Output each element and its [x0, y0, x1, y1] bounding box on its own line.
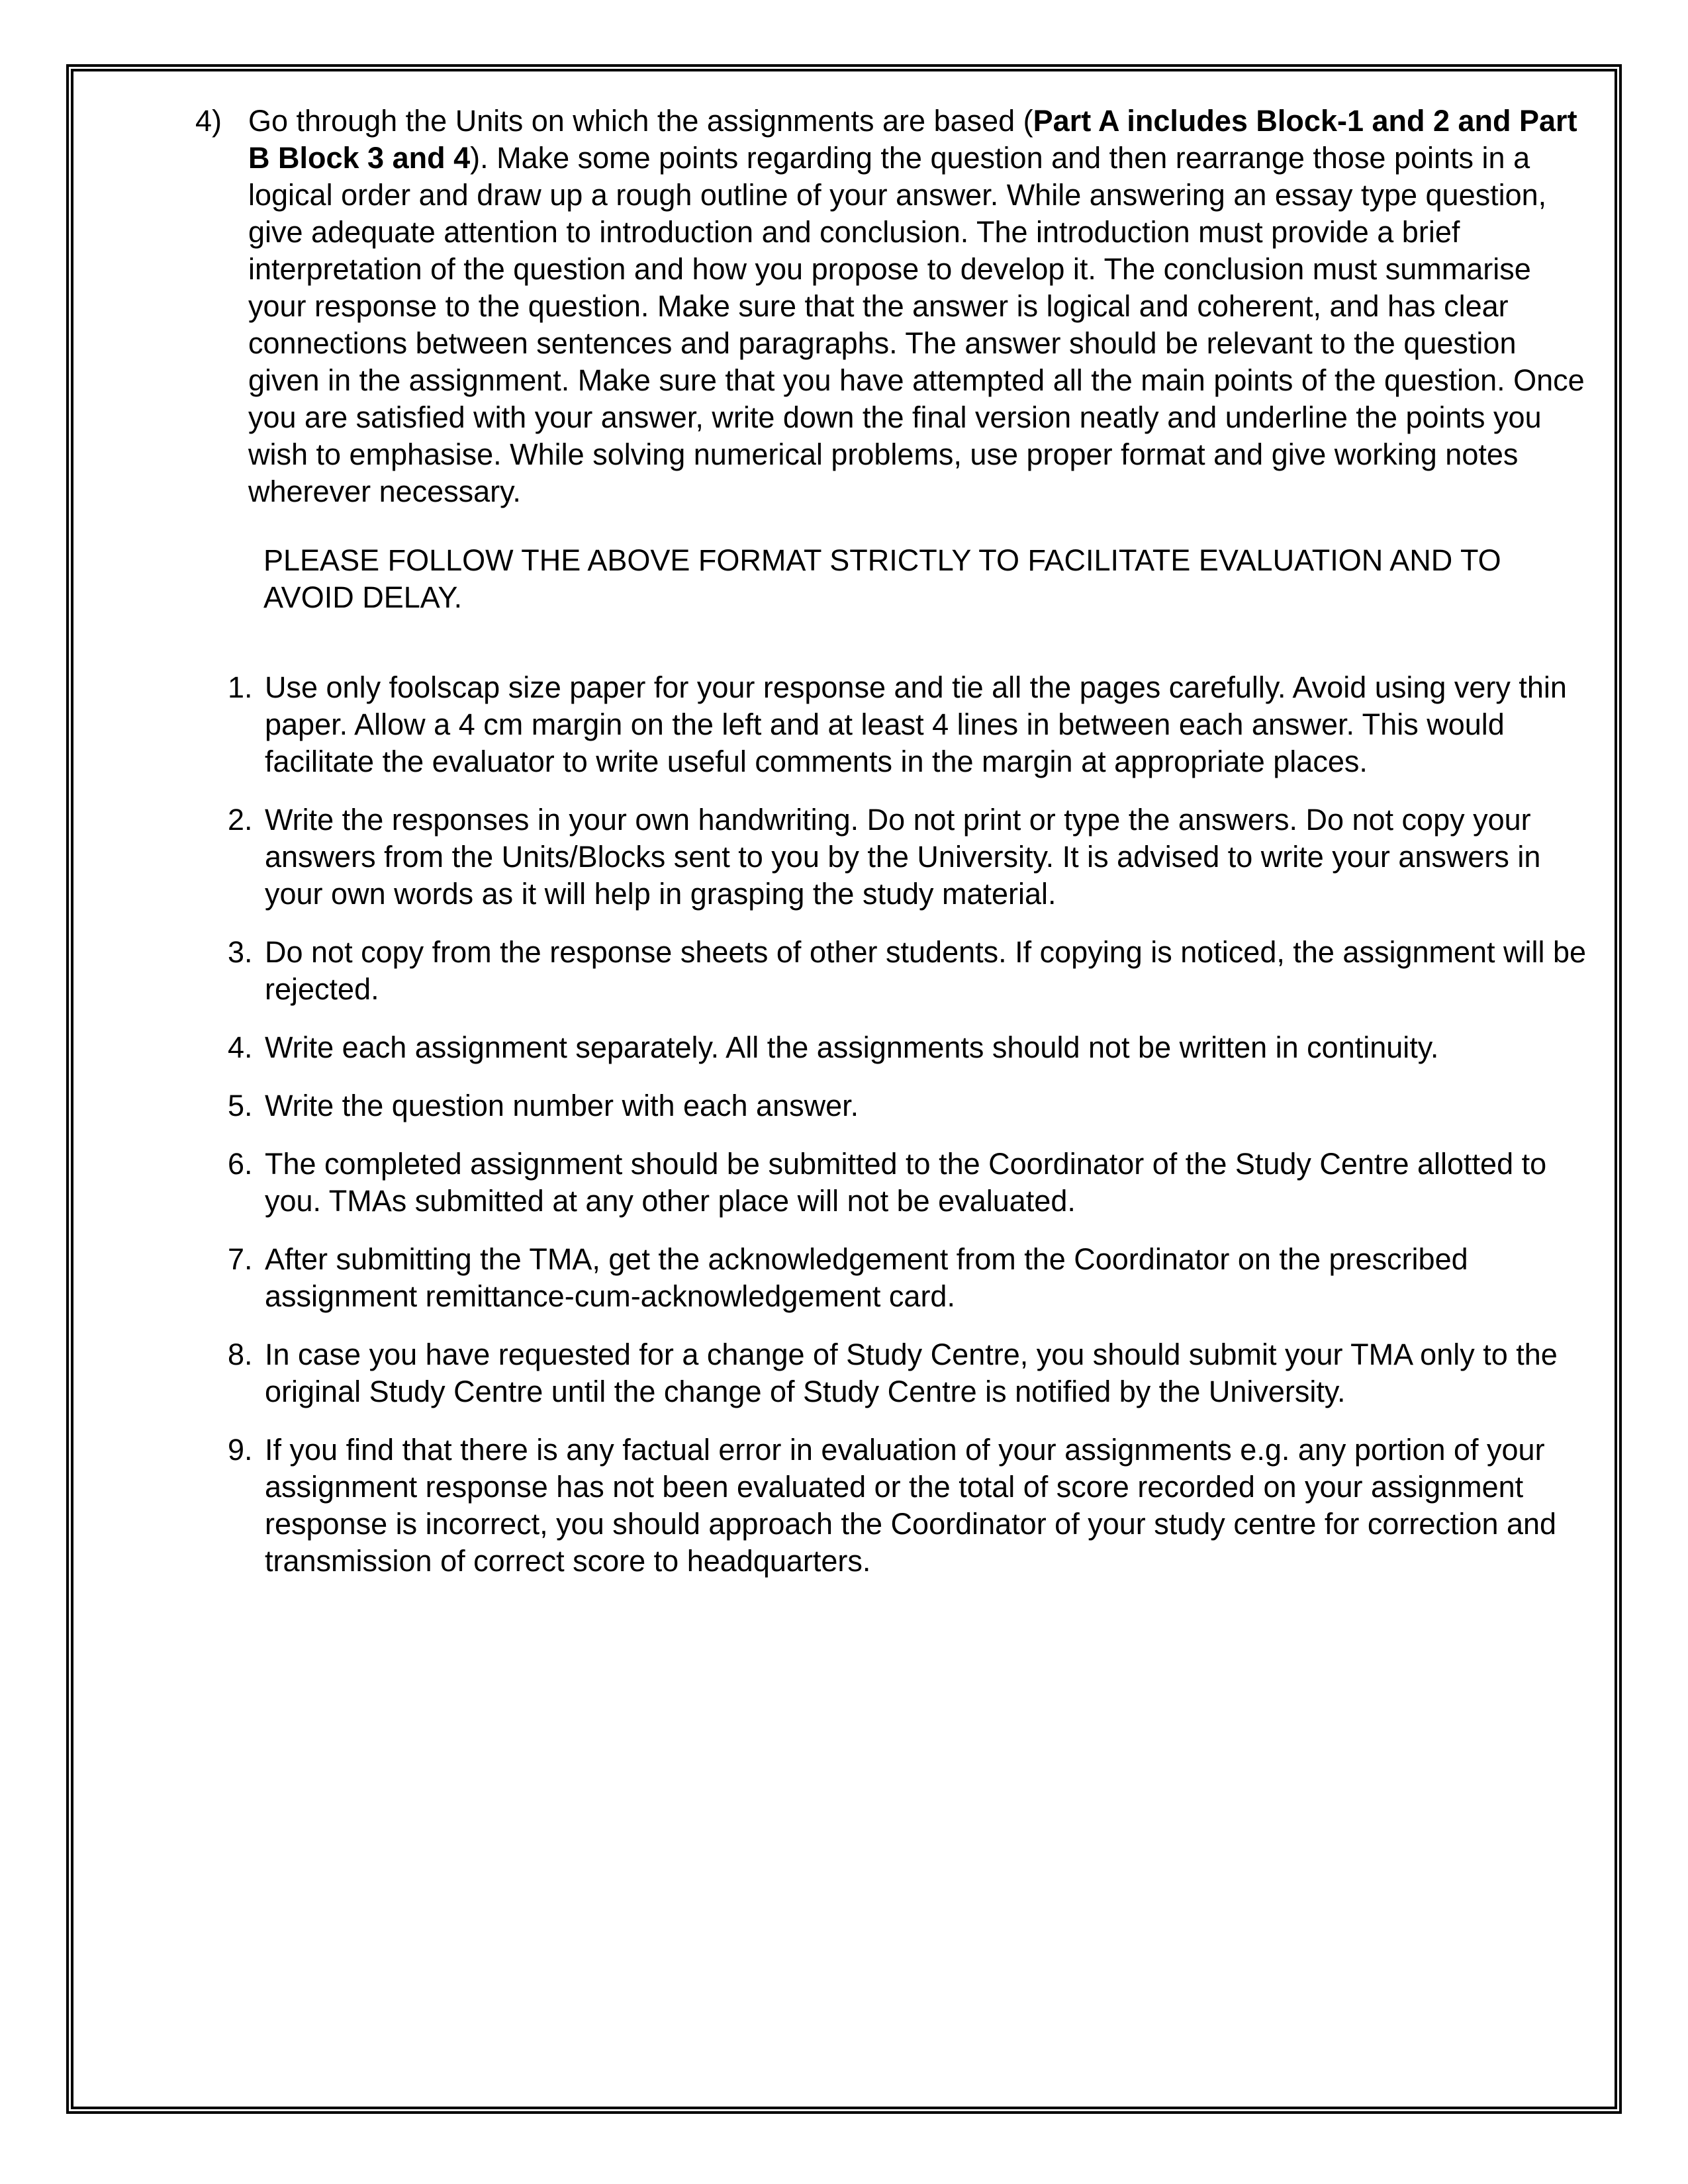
- instructions-list: [73, 669, 1615, 1580]
- instruction-item-6: [228, 1146, 1615, 1220]
- instruction-text: Use only foolscap size paper for your response and tie all the pages carefully. Avoid using very thin paper. Allow a 4 cm margin on the left and at least 4 lines in between each answer. This would facilitate the evaluator to write useful comments in the margin at appropriate places.: [265, 670, 1567, 778]
- instruction-number: 9.: [228, 1433, 253, 1467]
- instruction-number: 2.: [228, 803, 253, 837]
- instruction-number: 6.: [228, 1147, 253, 1181]
- instruction-text: The completed assignment should be submitted to the Coordinator of the Study Centre allotted to you. TMAs submitted at any other place will not be evaluated.: [265, 1147, 1547, 1218]
- instruction-item-5: [228, 1087, 1615, 1124]
- item4-bold-emphasis: Part A includes Block-1 and 2 and Part B Block 3 and 4: [248, 104, 1577, 175]
- page-border-frame: [66, 64, 1622, 2114]
- item4-paragraph: [195, 103, 1615, 510]
- item4-text-before-bold: Go through the Units on which the assignments are based (: [248, 104, 1033, 138]
- instruction-text: After submitting the TMA, get the acknowledgement from the Coordinator on the prescribed assignment remittance-cum-acknowledgement card.: [265, 1242, 1468, 1313]
- instruction-text: Write the question number with each answer.: [265, 1089, 859, 1122]
- instruction-item-1: [228, 669, 1615, 780]
- instruction-number: 8.: [228, 1338, 253, 1371]
- instruction-number: 3.: [228, 935, 253, 969]
- instruction-text: Write the responses in your own handwriting. Do not print or type the answers. Do not copy your answers from the Units/Blocks sent to you by the University. It is advised to write your answers in your own words as it will help in grasping the study material.: [265, 803, 1541, 911]
- format-notice: PLEASE FOLLOW THE ABOVE FORMAT STRICTLY TO FACILITATE EVALUATION AND TO AVOID DELAY.: [263, 543, 1501, 614]
- instruction-item-3: [228, 934, 1615, 1008]
- item4-text: [248, 103, 1592, 510]
- instruction-text: Write each assignment separately. All the assignments should not be written in continuity.: [265, 1030, 1439, 1064]
- instruction-item-4: [228, 1029, 1615, 1066]
- instruction-number: 4.: [228, 1030, 253, 1064]
- instruction-number: 5.: [228, 1089, 253, 1122]
- instruction-item-2: [228, 801, 1615, 913]
- instruction-number: 7.: [228, 1242, 253, 1276]
- instruction-text: If you find that there is any factual error in evaluation of your assignments e.g. any portion of your assignment response has not been evaluated or the total of score recorded on your assignment response is incorrect, you should approach the Coordinator of your study centre for correction and transmission of correct score to headquarters.: [265, 1433, 1557, 1578]
- instruction-item-7: [228, 1241, 1615, 1315]
- instruction-text: In case you have requested for a change of Study Centre, you should submit your TMA only to the original Study Centre until the change of Study Centre is notified by the University.: [265, 1338, 1558, 1408]
- instruction-item-8: [228, 1336, 1615, 1410]
- instruction-number: 1.: [228, 670, 253, 704]
- instruction-item-9: [228, 1432, 1615, 1580]
- instruction-text: Do not copy from the response sheets of other students. If copying is noticed, the assignment will be rejected.: [265, 935, 1587, 1006]
- item4-marker: 4): [195, 104, 222, 138]
- item4-text-after-bold: ). Make some points regarding the question and then rearrange those points in a logical order and draw up a rough outline of your answer. While answering an essay type question, give adequate attention to introduction and conclusion. The introduction must provide a brief interpretation of the question and how you propose to develop it. The conclusion must summarise your response to the question. Make sure that the answer is logical and coherent, and has clear connections between sentences and paragraphs. The answer should be relevant to the question given in the assignment. Make sure that you have attempted all the main points of the question. Once you are satisfied with your answer, write down the final version neatly and underline the points you wish to emphasise. While solving numerical problems, use proper format and give working notes wherever necessary.: [248, 141, 1585, 508]
